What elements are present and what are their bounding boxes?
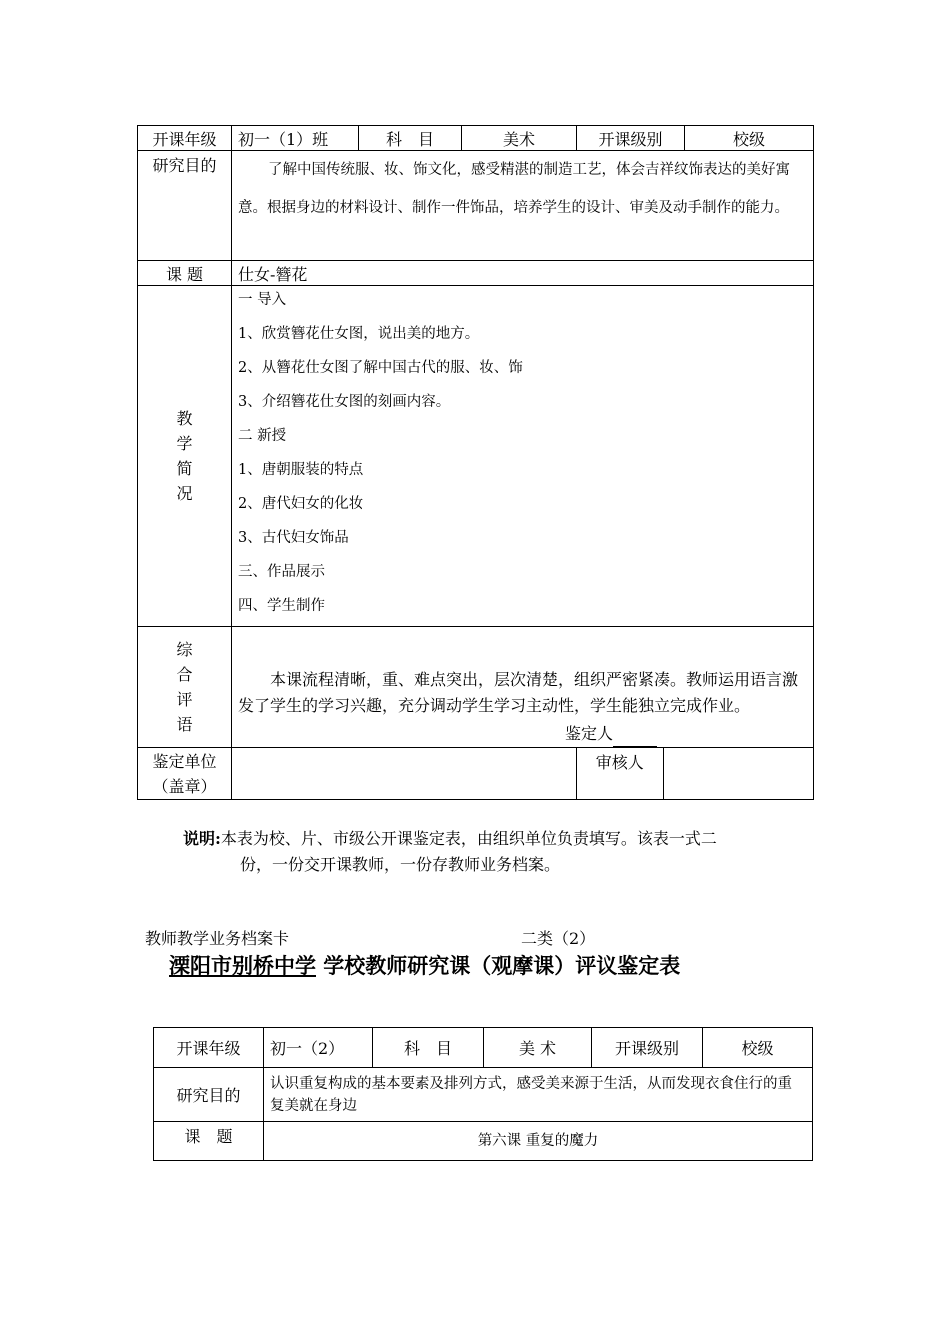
reviewer-label: 审核人 bbox=[577, 748, 663, 799]
level-value: 校级 bbox=[703, 1028, 813, 1068]
note-label: 说明: bbox=[183, 829, 221, 848]
subject-label: 科 目 bbox=[359, 126, 462, 151]
level-value: 校级 bbox=[685, 126, 814, 151]
outline-item: 1、唐朝服装的特点 bbox=[238, 462, 364, 478]
grade-label: 开课年级 bbox=[138, 126, 232, 151]
teaching-label-char: 况 bbox=[176, 484, 193, 503]
teaching-summary-label bbox=[138, 286, 232, 627]
level-label: 开课级别 bbox=[577, 126, 685, 151]
purpose-cell bbox=[232, 151, 814, 261]
archive-card-label: 教师教学业务档案卡 bbox=[145, 929, 290, 948]
outline-item: 3、古代妇女饰品 bbox=[238, 530, 349, 546]
reviewer-value bbox=[663, 748, 813, 799]
outline-item: 2、从簪花仕女图了解中国古代的服、妆、饰 bbox=[238, 360, 523, 376]
explanation-note bbox=[183, 826, 813, 878]
title-rest: 学校教师研究课（观摩课）评议鉴定表 bbox=[316, 953, 681, 978]
comment-cell bbox=[232, 627, 814, 748]
unit-label-line1: 鉴定单位 bbox=[152, 751, 217, 771]
outline-item: 2、唐代妇女的化妆 bbox=[238, 496, 364, 512]
note-text-2: 份，一份交开课教师，一份存教师业务档案。 bbox=[240, 855, 561, 874]
note-line-1 bbox=[183, 826, 813, 852]
outline-item: 四、学生制作 bbox=[238, 598, 325, 614]
lesson-appraisal-table-2 bbox=[153, 1027, 813, 1161]
topic-value: 仕女-簪花 bbox=[232, 261, 814, 286]
lesson-appraisal-table-1 bbox=[137, 125, 814, 800]
topic-label: 课 题 bbox=[138, 261, 232, 286]
comment-label-char: 语 bbox=[176, 715, 193, 734]
purpose-text: 认识重复构成的基本要素及排列方式，感受美来源于生活，从而发现衣食住行的重复美就在身边 bbox=[264, 1068, 813, 1122]
topic-label: 课 题 bbox=[154, 1122, 264, 1161]
form-title bbox=[169, 950, 680, 980]
teaching-label-char: 学 bbox=[176, 434, 193, 453]
purpose-label: 研究目的 bbox=[154, 1068, 264, 1122]
category-label: 二类（2） bbox=[521, 929, 596, 948]
outline-item: 1、欣赏簪花仕女图，说出美的地方。 bbox=[238, 326, 480, 342]
outline-item: 二 新授 bbox=[238, 428, 287, 444]
outline-item: 一 导入 bbox=[238, 292, 287, 308]
purpose-label: 研究目的 bbox=[138, 151, 232, 261]
reviewer-subtable bbox=[577, 748, 813, 799]
comment-label-char: 评 bbox=[176, 690, 193, 709]
grade-label: 开课年级 bbox=[154, 1028, 264, 1068]
outline-item: 3、介绍簪花仕女图的刻画内容。 bbox=[238, 394, 451, 410]
subject-label: 科 目 bbox=[373, 1028, 484, 1068]
appraiser-label: 鉴定人 bbox=[564, 724, 613, 743]
subject-value: 美术 bbox=[462, 126, 577, 151]
reviewer-cell bbox=[577, 748, 814, 800]
unit-label-line2: （盖章） bbox=[152, 776, 217, 796]
comment-label bbox=[138, 627, 232, 748]
comment-label-char: 综 bbox=[176, 640, 193, 659]
grade-value: 初一（1）班 bbox=[232, 126, 359, 151]
subject-value: 美 术 bbox=[484, 1028, 592, 1068]
outline-item: 三、作品展示 bbox=[238, 564, 325, 580]
note-text-1: 本表为校、片、市级公开课鉴定表，由组织单位负责填写。该表一式二 bbox=[220, 829, 717, 848]
topic-value: 第六课 重复的魔力 bbox=[264, 1122, 813, 1161]
teaching-label-char: 简 bbox=[176, 459, 193, 478]
level-label: 开课级别 bbox=[592, 1028, 703, 1068]
unit-label bbox=[138, 748, 232, 800]
comment-text: 本课流程清晰，重、难点突出，层次清楚，组织严密紧凑。教师运用语言激发了学生的学习兴趣，充分调动学生学习主动性，学生能独立完成作业。 bbox=[238, 670, 799, 715]
purpose-text: 了解中国传统服、妆、饰文化，感受精湛的制造工艺，体会吉祥纹饰表达的美好寓意。根据身边的材料设计、制作一件饰品，培养学生的设计、审美及动手制作的能力。 bbox=[238, 162, 790, 216]
comment-label-char: 合 bbox=[176, 665, 193, 684]
appraiser-signature bbox=[238, 721, 807, 747]
teaching-label-char: 教 bbox=[176, 409, 193, 428]
grade-value: 初一（2） bbox=[264, 1028, 373, 1068]
appraiser-blank bbox=[613, 728, 657, 747]
teaching-outline bbox=[232, 286, 814, 627]
unit-value bbox=[232, 748, 577, 800]
title-school: 溧阳市别桥中学 bbox=[169, 953, 316, 978]
